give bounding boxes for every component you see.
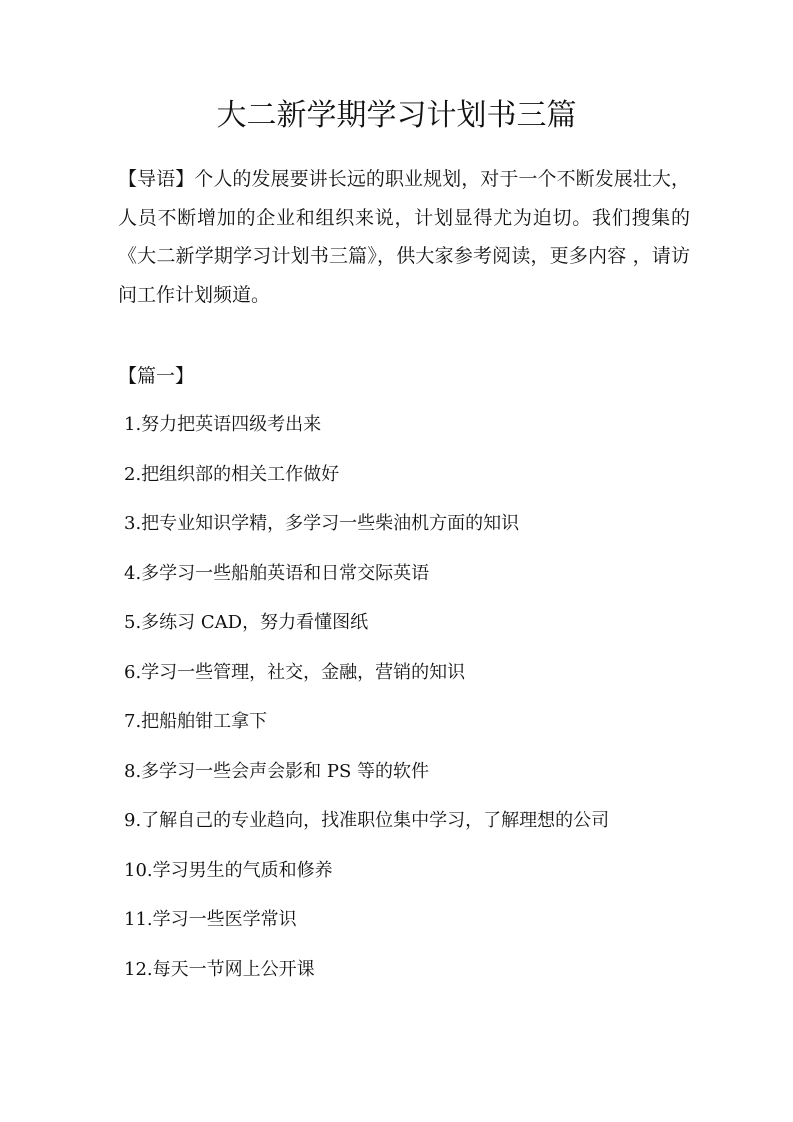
- list-item: 2.把组织部的相关工作做好: [124, 463, 340, 485]
- section-heading: 【篇一】: [118, 365, 195, 387]
- list-item: 3.把专业知识学精，多学习一些柴油机方面的知识: [124, 513, 520, 534]
- list-item: 8.多学习一些会声会影和 PS 等的软件: [124, 760, 430, 782]
- document-title: 大二新学期学习计划书三篇: [216, 98, 577, 133]
- list-item: 11.学习一些医学常识: [124, 909, 297, 930]
- list-item: 1.努力把英语四级考出来: [124, 414, 322, 435]
- list-item: 7.把船舶钳工拿下: [124, 711, 268, 732]
- list-item: 10.学习男生的气质和修养: [124, 859, 333, 881]
- list-item: 5.多练习 CAD，努力看懂图纸: [124, 612, 369, 633]
- plan-list: [124, 406, 684, 1000]
- list-item: 12.每天一节网上公开课: [124, 958, 315, 980]
- list-item: 9.了解自己的专业趋向，找准职位集中学习，了解理想的公司: [124, 810, 610, 831]
- list-item: 6.学习一些管理，社交，金融，营销的知识: [124, 661, 466, 683]
- intro-paragraph: 【导语】个人的发展要讲长远的职业规划，对于一个不断发展壮大，人员不断增加的企业和组织来说，计划显得尤为迫切。我们搜集的《大二新学期学习计划书三篇》，供大家参考阅读，更多内容 ，请访问工作计划频道。: [118, 168, 690, 306]
- list-item: 4.多学习一些船舶英语和日常交际英语: [124, 562, 430, 584]
